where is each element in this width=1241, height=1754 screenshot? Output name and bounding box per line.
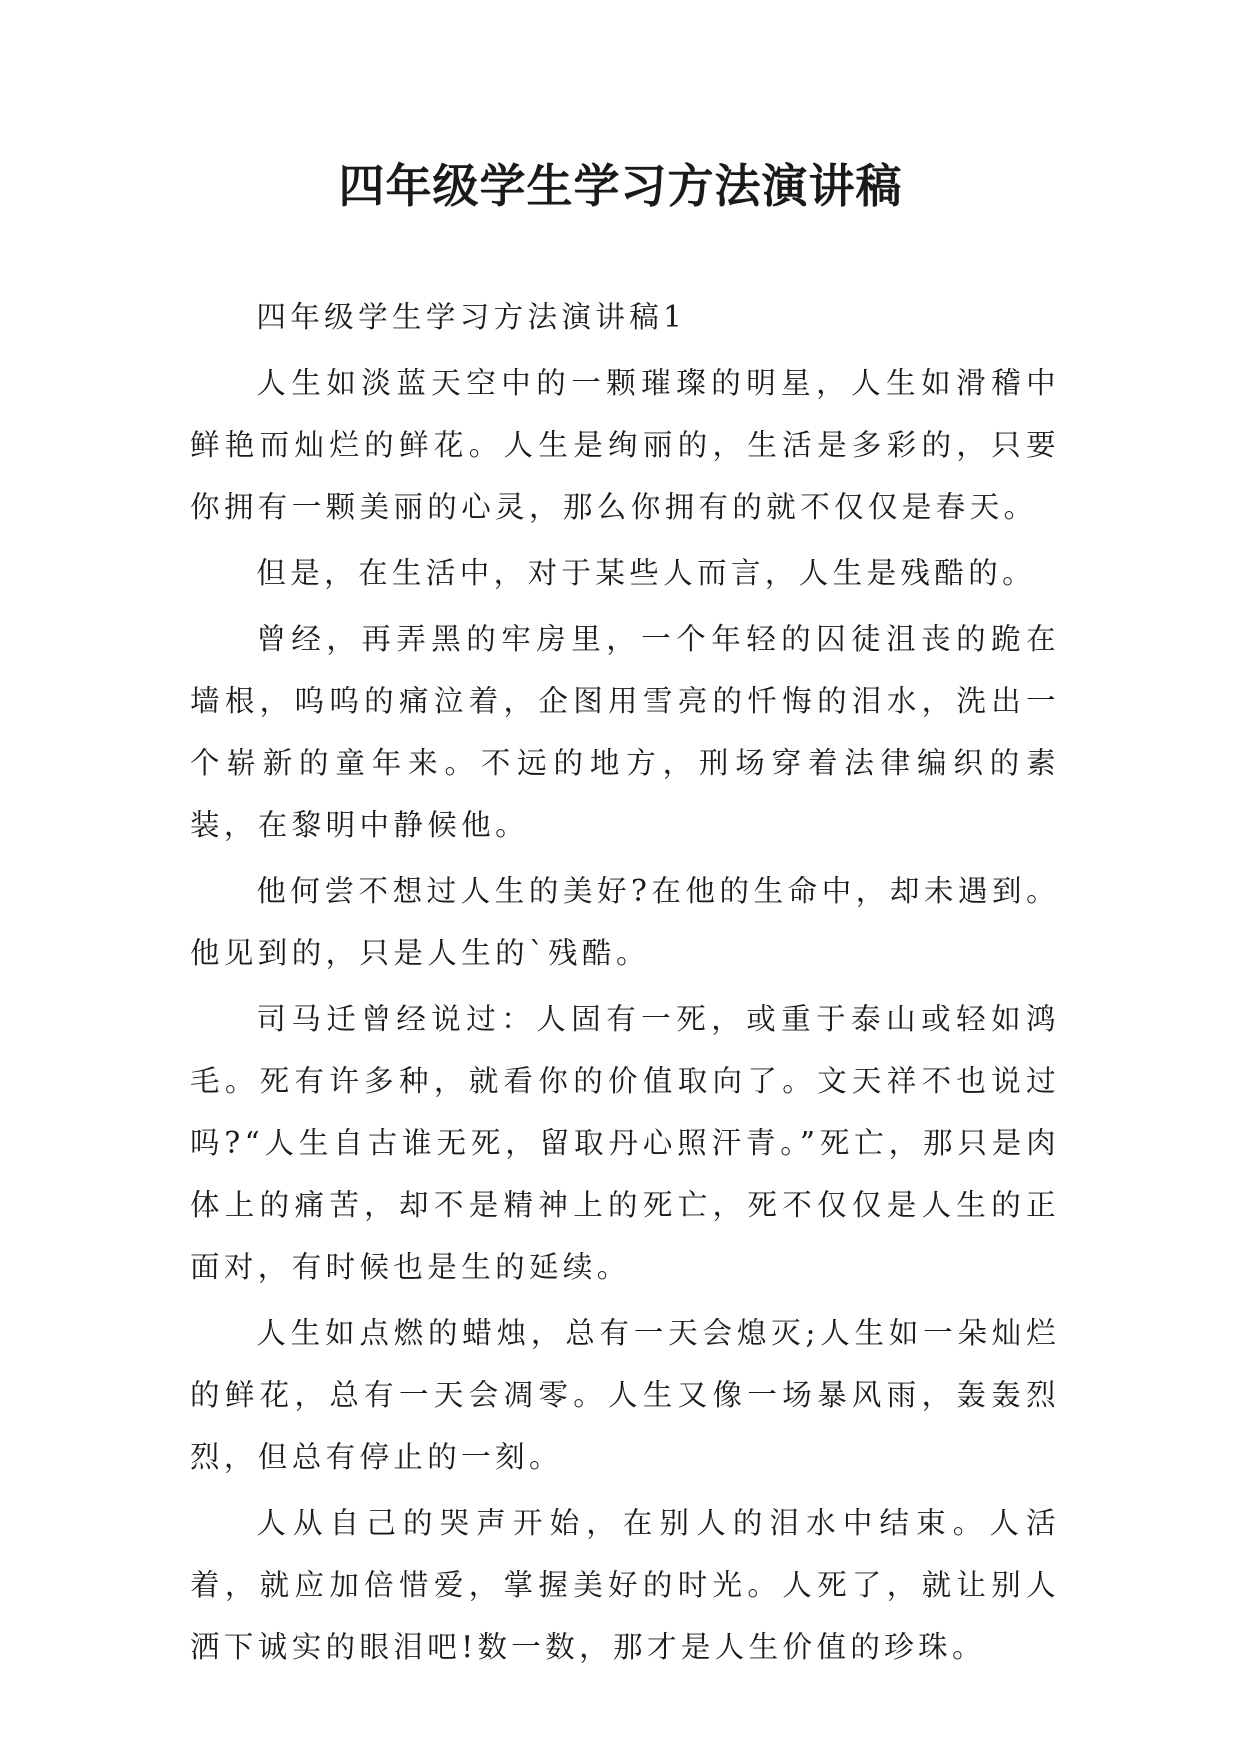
document-body (190, 286, 1060, 1682)
document-title: 四年级学生学习方法演讲稿 (338, 159, 903, 213)
paragraph: 但是，在生活中，对于某些人而言，人生是残酷的。 (256, 556, 1037, 590)
paragraph: 人从自己的哭声开始，在别人的泪水中结束。人活着，就应加倍惜爱，掌握美好的时光。人死了，就让别人洒下诚实的眼泪吧!数一数，那才是人生价值的珍珠。 (190, 1506, 1060, 1664)
paragraph: 人生如点燃的蜡烛，总有一天会熄灭;人生如一朵灿烂的鲜花，总有一天会凋零。人生又像一场暴风雨，轰轰烈烈，但总有停止的一刻。 (190, 1316, 1060, 1474)
paragraph-section-heading: 四年级学生学习方法演讲稿1 (256, 300, 687, 334)
paragraph: 司马迁曾经说过：人固有一死，或重于泰山或轻如鸿毛。死有许多种，就看你的价值取向了。文天祥不也说过吗?“人生自古谁无死，留取丹心照汗青。”死亡，那只是肉体上的痛苦，却不是精神上的死亡，死不仅仅是人生的正面对，有时候也是生的延续。 (190, 1002, 1060, 1284)
paragraph: 曾经，再弄黑的牢房里，一个年轻的囚徒沮丧的跪在墙根，呜呜的痛泣着，企图用雪亮的忏悔的泪水，洗出一个崭新的童年来。不远的地方，刑场穿着法律编织的素装，在黎明中静候他。 (190, 622, 1060, 842)
paragraph: 他何尝不想过人生的美好?在他的生命中，却未遇到。他见到的，只是人生的`残酷。 (190, 874, 1060, 970)
paragraph: 人生如淡蓝天空中的一颗璀璨的明星，人生如滑稽中鲜艳而灿烂的鲜花。人生是绚丽的，生活是多彩的，只要你拥有一颗美丽的心灵，那么你拥有的就不仅仅是春天。 (190, 366, 1060, 524)
